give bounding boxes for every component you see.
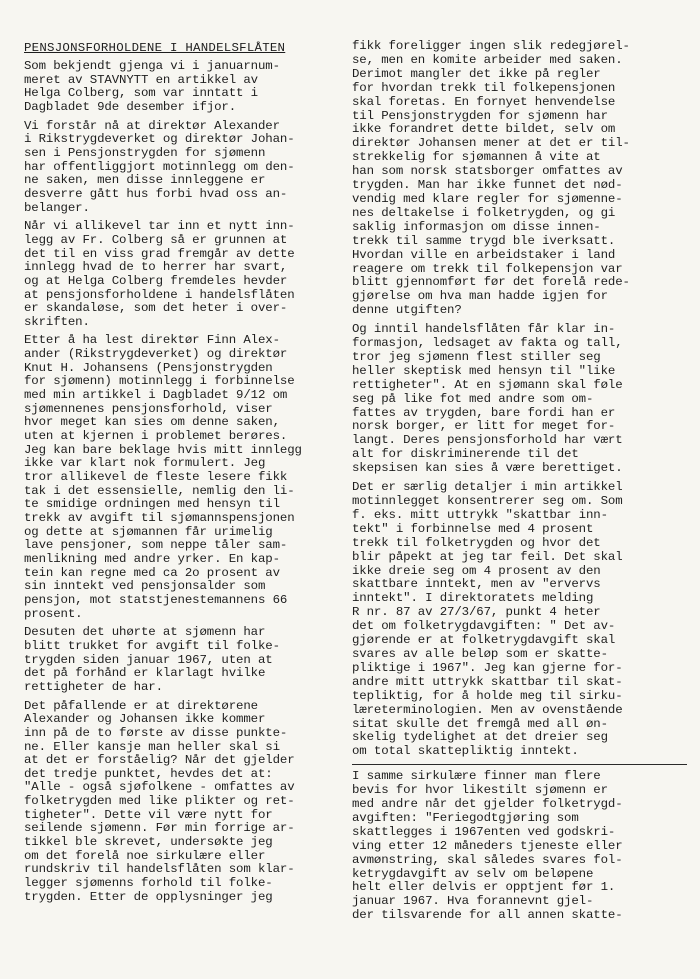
text-line: denne utgiften? bbox=[352, 304, 462, 318]
text-line: tror allikevel de fleste lesere fikk bbox=[24, 471, 288, 485]
text-line: tak i det essensielle, nemlig den li- bbox=[24, 484, 295, 498]
text-line: tror jeg sjømenn flest stiller seg bbox=[352, 350, 601, 364]
text-line: Det er særlig detaljer i min artikkel bbox=[352, 481, 623, 495]
text-line: rettigheter". At en sjømann skal føle bbox=[352, 378, 623, 392]
text-line: reagere om trekk til folkepensjon var bbox=[352, 262, 623, 276]
text-line: nes deltakelse i folketrygden, og gi bbox=[352, 206, 616, 220]
text-line: desverre gått hus forbi hvad oss an- bbox=[24, 187, 288, 201]
text-line: blitt gjennomført før det forelå rede- bbox=[352, 276, 630, 290]
text-line: innlegg hvad de to herrer har svart, bbox=[24, 261, 288, 275]
text-line: hvor meget kan sies om denne saken, bbox=[24, 416, 280, 430]
text-line: trekk til folketrygden og hvor det bbox=[352, 536, 601, 550]
section-divider bbox=[352, 764, 687, 765]
paragraph bbox=[24, 120, 354, 216]
text-line: trekk til samme trygd ble iverksatt. bbox=[352, 234, 616, 248]
text-line: det tredje punktet, hevdes det at: bbox=[24, 767, 273, 781]
text-line: trekk av avgift til sjømannspensjonen bbox=[24, 512, 295, 525]
text-line: sjømennenes pensjonsforhold, viser bbox=[24, 402, 273, 416]
text-line: og at Helga Colberg fremdeles hevder bbox=[24, 274, 288, 288]
text-line: saklig informasjon om disse innen- bbox=[352, 220, 601, 234]
text-line: meret av STAVNYTT en artikkel av bbox=[24, 73, 258, 87]
paragraph bbox=[352, 481, 687, 759]
text-line: sin inntekt ved pensjonsalder som bbox=[24, 580, 266, 594]
text-line: trygden. Man har ikke funnet det nød- bbox=[352, 179, 623, 193]
text-line: folketrygden med like plikter og ret- bbox=[24, 795, 295, 809]
text-line: inntekt". I direktoratets melding bbox=[352, 592, 594, 606]
text-line: skriften. bbox=[24, 315, 90, 329]
text-line: tekt" i forbinnelse med 4 prosent bbox=[352, 522, 594, 536]
text-line: og dette at sjømannen får urimelig bbox=[24, 525, 273, 539]
right-column bbox=[352, 40, 687, 928]
text-line: formasjon, ledsaget av fakta og tall, bbox=[352, 337, 623, 351]
text-line: avgiften: "Feriegodtgjøring som bbox=[352, 811, 579, 825]
paragraph bbox=[24, 220, 354, 329]
text-line: langt. Deres pensjonsforhold har vært bbox=[352, 434, 623, 448]
text-line: heller skeptisk med hensyn til "like bbox=[352, 364, 616, 378]
text-line: Desuten det uhørte at sjømenn har bbox=[24, 626, 266, 640]
text-line: trygden siden januar 1967, uten at bbox=[24, 653, 273, 667]
text-line: seg på like fot med andre som om- bbox=[352, 392, 594, 406]
text-line: er skandaløse, som det heter i over- bbox=[24, 302, 288, 316]
text-line: prosent. bbox=[24, 607, 83, 621]
text-line: Alexander og Johansen ikke kommer bbox=[24, 713, 266, 727]
text-line: at det er forståelig? Når det gjelder bbox=[24, 754, 295, 768]
paragraph bbox=[352, 770, 687, 923]
paragraph bbox=[352, 40, 687, 318]
text-line: Vi forstår nå at direktør Alexander bbox=[24, 119, 280, 133]
text-line: avmønstring, skal således svares fol- bbox=[352, 853, 623, 867]
text-line: Når vi allikevel tar inn et nytt inn- bbox=[24, 220, 295, 234]
text-line: tigheter". Dette vil være nytt for bbox=[24, 808, 273, 822]
text-line: tepliktig, for å holde meg til sirku- bbox=[352, 689, 623, 703]
text-line: med andre når det gjelder folketrygd- bbox=[352, 798, 623, 812]
paragraph bbox=[24, 626, 354, 694]
text-line: fikk foreligger ingen slik redegjørel- bbox=[352, 40, 630, 53]
text-line: Derimot mangler det ikke på regler bbox=[352, 67, 601, 81]
text-line: ne. Eller kansje man heller skal si bbox=[24, 740, 280, 754]
text-line: Det påfallende er at direktørene bbox=[24, 699, 258, 713]
text-line: blitt trukket for avgift til folke- bbox=[24, 639, 280, 653]
text-line: har offentliggjort motinnlegg om den- bbox=[24, 160, 295, 174]
text-line: I samme sirkulære finner man flere bbox=[352, 770, 601, 784]
text-line: Etter å ha lest direktør Finn Alex- bbox=[24, 334, 280, 348]
text-line: fattes av trygden, bare fordi han er bbox=[352, 406, 616, 420]
text-line: tikkel ble skrevet, undersøkte jeg bbox=[24, 836, 273, 850]
text-line: trygden. Etter de opplysninger jeg bbox=[24, 890, 273, 904]
text-line: i Rikstrygdeverket og direktør Johan- bbox=[24, 133, 295, 147]
text-line: skattbare inntekt, men av "ervervs bbox=[352, 578, 601, 592]
text-line: ving etter 12 måneders tjeneste eller bbox=[352, 839, 623, 853]
text-line: legg av Fr. Colberg så er grunnen at bbox=[24, 233, 288, 247]
left-column bbox=[24, 42, 354, 909]
text-line: svares av alle beløp som er skatte- bbox=[352, 647, 608, 661]
text-line: menlikning med andre yrker. En kap- bbox=[24, 552, 280, 566]
text-line: Hvordan ville en arbeidstaker i land bbox=[352, 248, 616, 262]
text-line: pensjon, mot statstjenestemannens 66 bbox=[24, 593, 288, 607]
paragraph bbox=[352, 323, 687, 476]
text-line: skelig tydelighet at det dreier seg bbox=[352, 731, 608, 745]
text-line: skal foretas. En fornyet henvendelse bbox=[352, 95, 616, 109]
text-line: han som norsk statsborger omfattes av bbox=[352, 165, 623, 179]
text-line: rundskriv til handelsflåten som klar- bbox=[24, 863, 295, 877]
text-line: "Alle - også sjøfolkene - omfattes av bbox=[24, 781, 295, 795]
text-line: sen i Pensjonstrygden for sjømenn bbox=[24, 146, 266, 160]
text-line: vendig med klare regler for sjømenne- bbox=[352, 192, 623, 206]
paragraph bbox=[24, 700, 354, 905]
text-line: gjørelse om hva man hadde igjen for bbox=[352, 290, 608, 304]
text-line: Knut H. Johansens (Pensjonstrygden bbox=[24, 361, 273, 375]
text-line: det til en viss grad fremgår av dette bbox=[24, 247, 295, 261]
paragraph bbox=[24, 334, 354, 621]
text-line: sitat skulle det fremgå med all øn- bbox=[352, 717, 608, 731]
text-line: belanger. bbox=[24, 201, 90, 215]
text-line: ikke var klart nok formulert. Jeg bbox=[24, 457, 266, 471]
article-title: PENSJONSFORHOLDENE I HANDELSFLÅTEN bbox=[24, 41, 286, 55]
text-line: bevis for hvor likestilt sjømenn er bbox=[352, 784, 608, 798]
text-line: gjørende er at folketrygdavgift skal bbox=[352, 634, 616, 648]
text-line: inn på de to første av disse punkte- bbox=[24, 726, 288, 740]
text-line: skattlegges i 1967enten ved godskri- bbox=[352, 825, 616, 839]
text-line: uten at kjernen i problemet berøres. bbox=[24, 430, 288, 444]
text-line: for hvordan trekk til folkepensjonen bbox=[352, 81, 616, 95]
text-line: Jeg kan bare beklage hvis mitt innlegg bbox=[24, 443, 302, 457]
text-line: ikke forandret dette bildet, selv om bbox=[352, 123, 616, 137]
text-line: med min artikkel i Dagbladet 9/12 om bbox=[24, 389, 288, 403]
text-line: om total skattepliktig inntekt. bbox=[352, 745, 579, 759]
paragraph bbox=[24, 60, 354, 115]
text-line: Som bekjendt gjenga vi i januarnum- bbox=[24, 60, 280, 73]
left-column-body bbox=[24, 60, 354, 904]
text-line: seilende sjømenn. Før min forrige ar- bbox=[24, 822, 295, 836]
text-line: blir påpekt at jeg tar feil. Det skal bbox=[352, 550, 623, 564]
text-line: direktør Johansen mener at det er til- bbox=[352, 137, 630, 151]
text-line: R nr. 87 av 27/3/67, punkt 4 heter bbox=[352, 606, 601, 620]
text-line: strekkelig for sjømannen å vite at bbox=[352, 151, 601, 165]
text-line: januar 1967. Hva forannevnt gjel- bbox=[352, 895, 594, 909]
text-line: Og inntil handelsflåten får klar in- bbox=[352, 323, 616, 337]
text-line: skepsisen kan sies å være berettiget. bbox=[352, 462, 623, 476]
text-line: se, men en komite arbeider med saken. bbox=[352, 53, 623, 67]
text-line: det om folketrygdavgiften: " Det av- bbox=[352, 620, 616, 634]
text-line: helt eller delvis er opptjent før 1. bbox=[352, 881, 616, 895]
text-line: ikke dreie seg om 4 prosent av den bbox=[352, 564, 601, 578]
text-line: lave pensjoner, som neppe tåler sam- bbox=[24, 539, 288, 553]
text-line: Helga Colberg, som var inntatt i bbox=[24, 87, 258, 101]
text-line: Dagbladet 9de desember ifjor. bbox=[24, 100, 237, 114]
text-line: ketrygdavgift av selv om beløpene bbox=[352, 867, 594, 881]
text-line: andre mitt uttrykk skattbar til skat- bbox=[352, 675, 623, 689]
text-line: for sjømenn) motinnlegg i forbinnelse bbox=[24, 375, 295, 389]
text-line: ne saken, men disse innleggene er bbox=[24, 174, 266, 188]
text-line: norsk borger, er litt for meget for- bbox=[352, 420, 616, 434]
text-line: om det forelå noe sirkulære eller bbox=[24, 849, 266, 863]
text-line: ander (Rikstrygdeverket) og direktør bbox=[24, 348, 288, 362]
text-line: det på forhånd er klarlagt hvilke bbox=[24, 667, 266, 681]
right-column-body bbox=[352, 40, 687, 923]
text-line: tein kan regne med ca 2o prosent av bbox=[24, 566, 280, 580]
text-line: der tilsvarende for all annen skatte- bbox=[352, 909, 623, 923]
text-line: rettigheter de har. bbox=[24, 680, 163, 694]
text-line: f. eks. mitt uttrykk "skattbar inn- bbox=[352, 508, 608, 522]
text-line: alt for diskriminerende til det bbox=[352, 448, 579, 462]
text-line: pliktige i 1967". Jeg kan gjerne for- bbox=[352, 661, 623, 675]
text-line: læreterminologien. Men av ovenstående bbox=[352, 703, 623, 717]
text-line: motinnlegget konsentrerer seg om. Som bbox=[352, 495, 623, 508]
text-line: legger sjømenns forhold til folke- bbox=[24, 877, 273, 891]
text-line: at pensjonsforholdene i handelsflåten bbox=[24, 288, 295, 302]
text-line: te smidige ordningen med hensyn til bbox=[24, 498, 280, 512]
text-line: til Pensjonstrygden for sjømenn har bbox=[352, 109, 608, 123]
